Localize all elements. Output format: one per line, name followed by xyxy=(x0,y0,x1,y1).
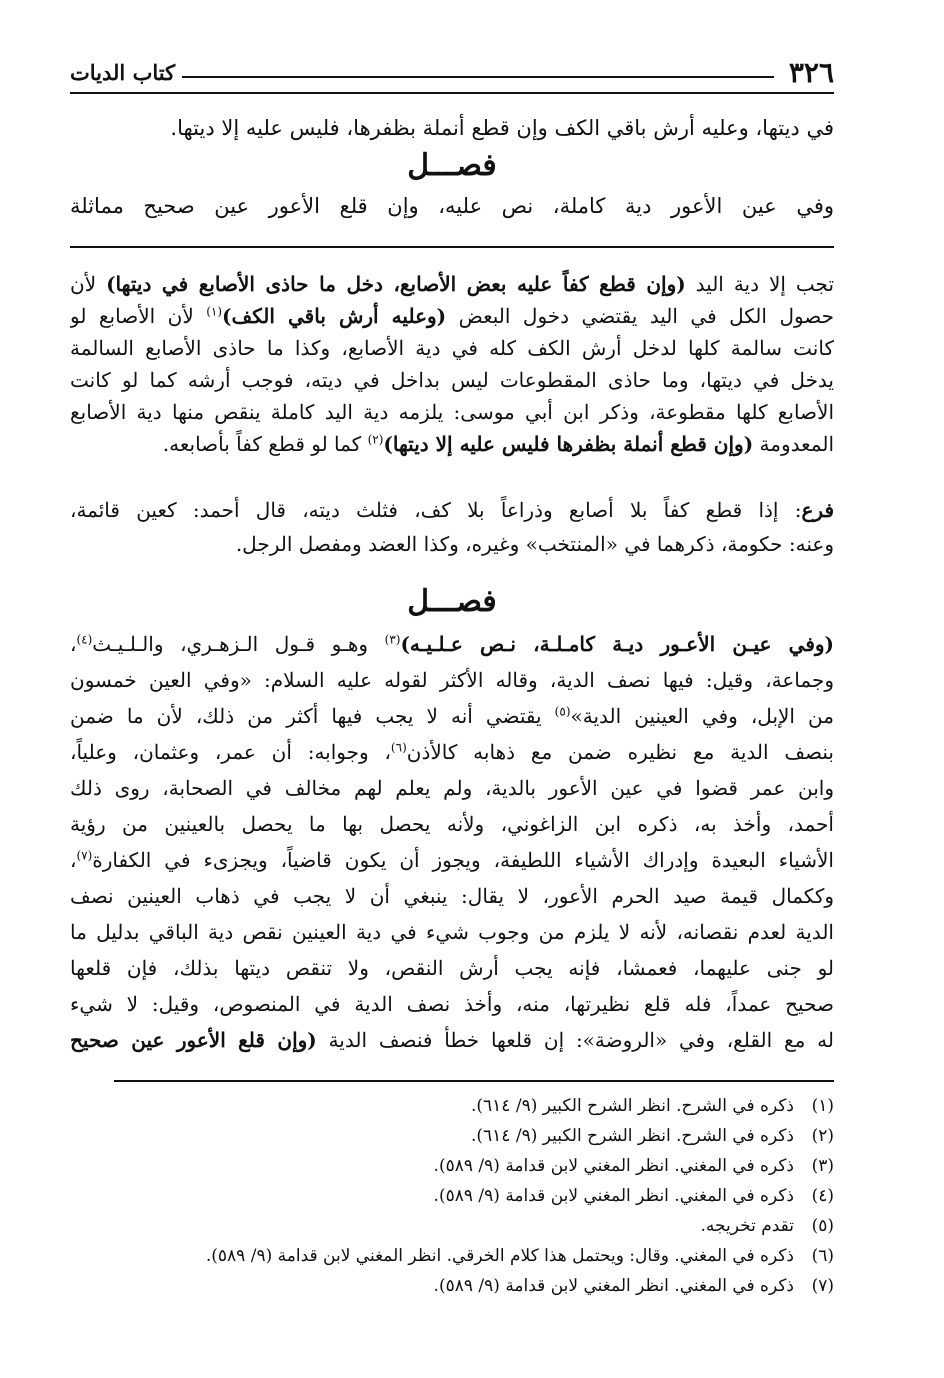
text-run: حصول الكل في اليد يقتضي دخول البعض xyxy=(446,304,834,328)
sharh-line-5: الأصابع كلها مقطوعة، وذكر ابن أبي موسى: يلزمه دية اليد كاملة ينقص منها دية الأصابع xyxy=(70,400,834,424)
footnote-item xyxy=(80,1244,834,1268)
section2-line-5: وابن عمر قضوا في عين الأعور بالدية، ولم يعلم لهم مخالف في الصحابة، روى ذلك xyxy=(70,776,834,800)
matn-commentary-divider xyxy=(70,246,834,248)
section2-line-7 xyxy=(70,844,834,876)
footnote-item xyxy=(80,1184,834,1208)
text-run: له مع القلع، وفي «الروضة»: إن قلعها خطأ فنصف الدية xyxy=(316,1028,834,1052)
section2-line-2: وجماعة، وقيل: فيها نصف الدية، وقاله الأكثر لقوله عليه السلام: «وفي العين خمسون xyxy=(70,668,834,692)
footnote-item xyxy=(80,1274,834,1298)
far-label: فرع xyxy=(801,498,834,522)
text-run: بنصف الدية مع نظيره ضمن مع ذهابه كالأذن xyxy=(406,740,834,764)
footnote-ref[interactable]: (٦) xyxy=(390,740,407,755)
footnote-text: ذكره في الشرح. انظر الشرح الكبير (٩/ ٦١٤). xyxy=(471,1126,794,1146)
footnote-text: تقدم تخريجه. xyxy=(700,1216,794,1236)
section2-line-6: أحمد، وأخذ به، ذكره ابن الزاغوني، ولأنه يحصل بها ما يحصل بالعينين من رؤية xyxy=(70,812,834,836)
section2-line-12 xyxy=(70,1024,834,1056)
quoted-matn: (وإن قطع كفاً عليه بعض الأصابع، دخل ما حاذى الأصابع في ديتها) xyxy=(106,272,686,296)
section2-line-9: الدية لعدم نقصانه، لأنه لا يلزم من وجوب شيء في دية العينين نقص دية الباقي بدليل ما xyxy=(70,920,834,944)
sharh-line-1 xyxy=(70,268,834,300)
text-run: ، xyxy=(70,632,77,656)
text-run: ، وجوابه: أن عمر، وعثمان، وعلياً، xyxy=(70,740,391,764)
section2-line-1 xyxy=(70,628,834,660)
sharh-line-2 xyxy=(70,300,834,332)
text-run: من الإبل، وفي العينين الدية» xyxy=(570,704,834,728)
book-title: كتاب الديات xyxy=(70,60,176,85)
quoted-matn: (وإن قطع أنملة بظفرها فليس عليه إلا ديتها) xyxy=(383,432,754,456)
section2-line-8: وككمال قيمة صيد الحرم الأعور، لا يقال: ينبغي أن لا يجب في ذهاب العينين نصف xyxy=(70,884,834,908)
footnote-number: (٣) xyxy=(811,1156,834,1176)
footnote-ref[interactable]: (١) xyxy=(206,304,223,319)
footnote-ref[interactable]: (٧) xyxy=(76,848,93,863)
quoted-matn: (وإن قلع الأعور عين صحيح xyxy=(70,1028,317,1052)
footnote-number: (٤) xyxy=(811,1186,834,1206)
footnote-text: ذكره في المغني. انظر المغني لابن قدامة (٩/ ٥٨٩). xyxy=(433,1186,794,1206)
footnote-ref[interactable]: (٥) xyxy=(554,704,571,719)
text-run: المعدومة xyxy=(753,432,834,456)
footnote-ref[interactable]: (٢) xyxy=(367,432,384,447)
footnote-text: ذكره في المغني. انظر المغني لابن قدامة (٩/ ٥٨٩). xyxy=(433,1276,794,1296)
text-run: الأشياء البعيدة وإدراك الأشياء اللطيفة، ويجوز أن يكون قاضياً، ويجزىء في الكفارة xyxy=(92,848,834,872)
footnote-text: ذكره في المغني. وقال: ويحتمل هذا كلام الخرقي. انظر المغني لابن قدامة (٩/ ٥٨٩). xyxy=(205,1246,794,1266)
footnote-ref[interactable]: (٣) xyxy=(384,632,401,647)
section2-line-10: لو جنى عليهما، فعمشا، فإنه يجب أرش النقص، ولا تنقص ديتها بذلك، فإن قلعها xyxy=(70,956,834,980)
section2-line-3 xyxy=(70,700,834,732)
text-run: يقتضي أنه لا يجب فيها أكثر من ذلك، لأن ما ضمن xyxy=(70,704,555,728)
section2-line-11: صحيح عمداً، فله قلع نظيرتها، منه، وأخذ نصف الدية في المنصوص، وقيل: لا شيء xyxy=(70,992,834,1016)
page-number: ٣٢٦ xyxy=(788,56,834,89)
footnote-item xyxy=(80,1094,834,1118)
footnote-number: (٧) xyxy=(811,1276,834,1296)
section-heading-2: فصـــل xyxy=(407,584,497,619)
footnote-text: ذكره في الشرح. انظر الشرح الكبير (٩/ ٦١٤). xyxy=(471,1096,794,1116)
text-run: ، xyxy=(70,848,77,872)
footnote-number: (٦) xyxy=(811,1246,834,1266)
footnote-number: (١) xyxy=(811,1096,834,1116)
text-run: لأن الأصابع لو xyxy=(70,304,207,328)
header-divider xyxy=(70,92,834,94)
text-run: : إذا قطع كفاً بلا أصابع وذراعاً بلا كف، فثلث ديته، قال أحمد: كعين قائمة، xyxy=(70,498,802,522)
footnote-divider xyxy=(114,1080,834,1082)
text-run: كما لو قطع كفاً بأصابعه. xyxy=(162,432,368,456)
footnote-item xyxy=(80,1154,834,1178)
matn-line-2: وفي عين الأعور دية كاملة، نص عليه، وإن قلع الأعور عين صحيح مماثلة xyxy=(70,194,834,218)
footnote-number: (٥) xyxy=(811,1216,834,1236)
sharh-line-6 xyxy=(70,428,834,460)
sharh-line-3: كانت سالمة كلها لدخل أرش الكف كله في دية الأصابع، وكذا ما حاذى الأصابع السالمة xyxy=(70,336,834,360)
footnote-number: (٢) xyxy=(811,1126,834,1146)
text-run: لأن xyxy=(70,272,107,296)
footnote-ref[interactable]: (٤) xyxy=(76,632,93,647)
footnote-item xyxy=(80,1214,834,1238)
sharh-line-4: يدخل في ديتها، وما حاذى المقطوعات ليس بداخل في ديته، فوجب أرشه كما لو كانت xyxy=(70,368,834,392)
text-run: تجب إلا دية اليد xyxy=(685,272,834,296)
sharh-line-8: وعنه: حكومة، ذكرهما في «المنتخب» وغيره، وكذا العضد ومفصل الرجل. xyxy=(235,532,834,556)
matn-line-1: في ديتها، وعليه أرش باقي الكف وإن قطع أنملة بظفرها، فليس عليه إلا ديتها. xyxy=(170,116,834,140)
footnote-text: ذكره في المغني. انظر المغني لابن قدامة (٩/ ٥٨٩). xyxy=(433,1156,794,1176)
footnote-item xyxy=(80,1124,834,1148)
section-heading-matn: فصـــل xyxy=(407,148,497,183)
section2-line-4 xyxy=(70,736,834,768)
quoted-matn: (وفي عيـن الأعـور ديـة كامـلـة، نـص عـلـيـه) xyxy=(400,632,834,656)
running-header xyxy=(70,56,834,96)
header-rule xyxy=(182,76,774,78)
sharh-line-7 xyxy=(70,494,834,526)
quoted-matn: (وعليه أرش باقي الكف) xyxy=(222,304,447,328)
text-run: وهـو قـول الـزهـري، والـلـيـث xyxy=(92,632,385,656)
